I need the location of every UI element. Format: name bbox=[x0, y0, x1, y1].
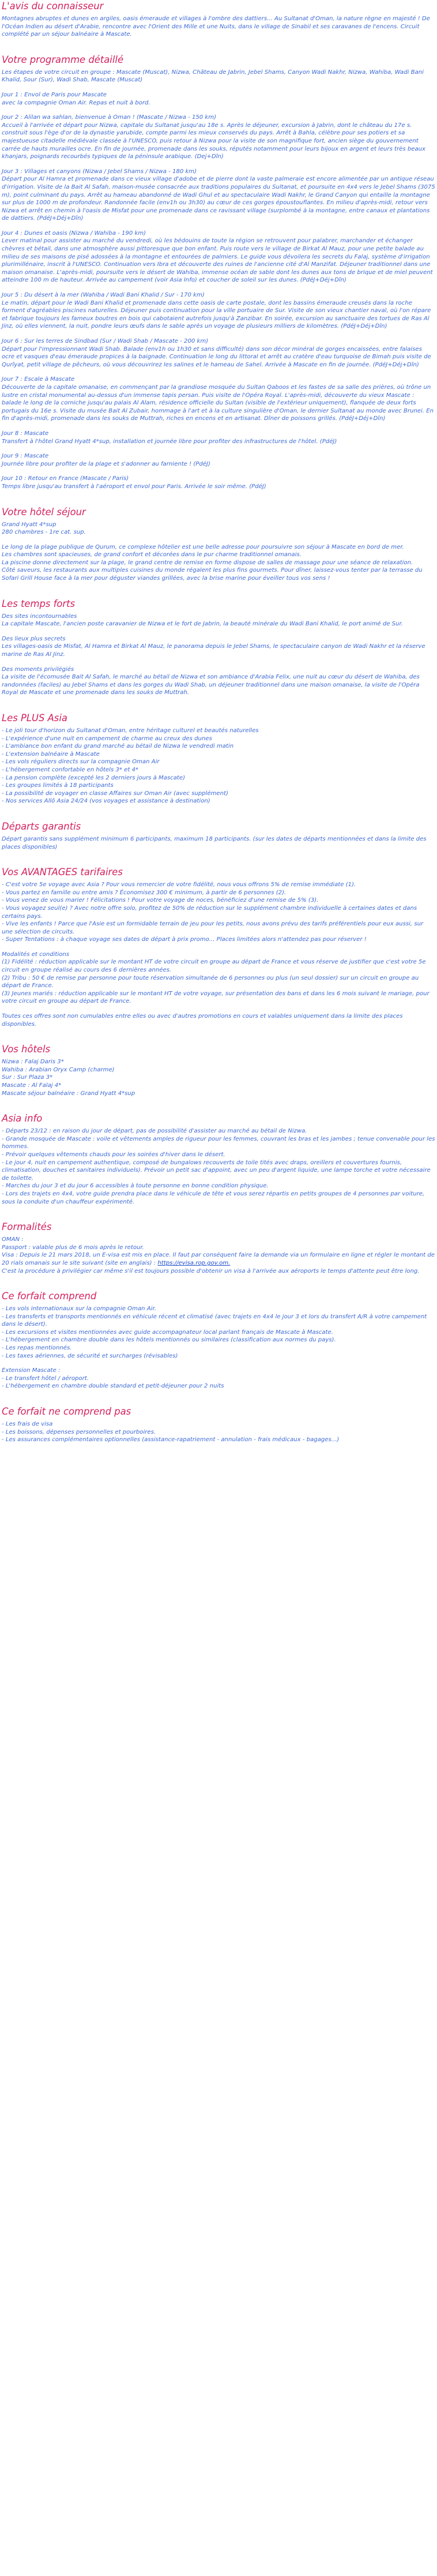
section-paragraph: Jour 1 : Envol de Paris pour Mascate avec la compagnie Oman Air. Repas et nuit à bord. bbox=[2, 91, 150, 106]
section-paragraph: - Départs 23/12 : en raison du jour de départ, pas de possibilité d'assister au marché au bétail de Nizwa. - Grande mosquée de Mascate : voile et vêtements amples de rigueur pour les femmes, couvrant les bras et les jambes ; tenue convenable pour les hommes. - Prévoir quelques vêtements chauds pour les soirées d'hiver dans le désert. - Le jour 4, nuit en campement authentique, composé de bungalows recouverts de toile tités avec draps, oreillers et couvertures fournis, climatisation, douches et sanitaires individuels). Prévoir un petit sac d'appoint, avec un peu d'argent liquide, une lampe torche et votre nécessaire de toilette. - Marches du jour 3 et du jour 6 accessibles à toute personne en bonne condition physique. - Lors des trajets en 4x4, votre guide prendra place dans le véhicule de tête et vous serez répartis en petits groupes de 4 personnes par voiture, sous la conduite d'un chauffeur expérimenté. bbox=[2, 1128, 435, 1205]
section-title: Départs garantis bbox=[2, 820, 81, 832]
section-title: Vos hôtels bbox=[2, 1044, 51, 1055]
section-paragraph: Grand Hyatt 4*sup 280 chambres - 1re cat. sup. bbox=[2, 521, 86, 536]
section-l-avis-du-connaisseur bbox=[2, 0, 435, 39]
section-paragraph: - Les frais de visa - Les boissons, dépenses personnelles et pourboires. - Les assurances complémentaires optionnelles (assistance-rapatriement - annulation - frais médicaux - bagages...) bbox=[2, 1421, 340, 1443]
section-paragraph: - Le joli tour d'horizon du Sultanat d'Oman, entre héritage culturel et beautés naturelles - L'expérience d'une nuit en campement de charme au creux des dunes - L'ambiance bon enfant du grand marché au bétail de Nizwa le vendredi matin - L'extension balnéaire à Mascate - Les vols réguliers directs sur la compagnie Oman Air - L'hébergement confortable en hôtels 3* et 4* - La pension complète (excepté les 2 derniers jours à Mascate) - Les groupes limités à 18 participants - La possibilité de voyager en classe Affaires sur Oman Air (avec supplément) - Nos services Allô Asia 24/24 (vos voyages et assistance à destination) bbox=[2, 728, 259, 805]
section-paragraph: Des moments privilégiés La visite de l'écomusée Bait Al Safah, le marché au bétail de Nizwa et son ambiance d'Arabia Felix, une nuit au cœur du désert de Wahiba, des randonnées (faciles) au Jebel Shams et dans les gorges du Wadi Shab, un déjeuner traditionnel dans une maison omanaise, la visite de l'Opéra Royal de Mascate et une promenade dans les souks de Muttrah. bbox=[2, 666, 420, 696]
section-title: Vos AVANTAGES tarifaires bbox=[2, 867, 123, 878]
section-departs-garantis bbox=[2, 820, 435, 851]
section-paragraph: Toutes ces offres sont non cumulables entre elles ou avec d'autres promotions en cours et valables uniquement dans la limite des places disponibles. bbox=[2, 1013, 403, 1028]
section-paragraph: Jour 2 : Alilan wa sahlan, bienvenue à Oman ! (Mascate / Nizwa - 150 km) Accueil à l'arrivée et départ pour Nizwa, capitale du Sultanat jusqu'au 18e s. Après le déjeuner, excursion à Jabrin, dont le château du 17e s. construit sous l'ège d'or de la dynastie yarubide, compte parmi les mieux conservés du pays. Arrêt à Bahla, célèbre pour ses potiers et sa majestueuse citadelle médiévale classée à l'UNESCO, puis retour à Nizwa pour la visite de son magnifique fort, ancien siège du gouvernement carrée de hauts murailles ocre. En fin de journée, promenade dans les souks, réputés notamment pour leurs bijoux en argent et leurs très beaux khanjars, poignards recourbés typiques de la péninsule arabique. (Dej+Dîn) bbox=[2, 114, 426, 160]
section-paragraph: Jour 3 : Villages et canyons (Nizwa / Jebel Shams / Nizwa - 180 km) Départ pour Al Hamra et promenade dans ce vieux village d'adobe et de pierre dont la vaste palmeraie est encore alimentée par un antique réseau d'irrigation. Visite de la Bait Al Safah, maison-musée consacrée aux traditions populaires du Sultanat, et poursuite en 4x4 vers le Jebel Shams (3075 m), point culminant du pays. Arrêt au hameau abandonné de Wadi Ghul et au spectaculaire Wadi Nakhr, le Grand Canyon qui entaille la montagne sur plus de 1000 m de profondeur. Randonnée facile (env1h ou 3h30) au cœur de ces gorges époustouflantes. En milieu d'après-midi, retour vers Nizwa et arrêt en chemin à l'oasis de Misfat pour une promenade dans ce ravissant village (surplombé à la montagne, entre canaux et plantations de dattiers. (PdéJ+Déj+Dîn) bbox=[2, 168, 435, 222]
section-paragraph: Jour 4 : Dunes et oasis (Nizwa / Wahiba - 190 km) Lever matinal pour assister au marché du vendredi, où les bédouins de toute la région se retrouvent pour palabrer, marchander et échanger chèvres et bétail, dans une atmosphère aussi pittoresque que bon enfant. Puis route vers le village de Birkat Al Mauz, pour une petite balade au milieu de ses maisons de pisé adossées à la montagne et entourées de palmiers. Le guide vous dévoilera les secrets du Falaj, système d'irrigation plurimillénaire, inscrit à l'UNESCO. Continuation vers Ibra et découverte des ruines de l'ancienne cité d'Al Manzifat. Déjeuner traditionnel dans une maison omanaise. L'après-midi, poursuite vers le désert de Wahiba, immense océan de sable dont les dunes aux tons de brique et de miel peuvent atteindre 100 m de hauteur. Arrivée au campement (voir Asia Info) et coucher de soleil sur les dunes. (PdéJ+Déj+Dîn) bbox=[2, 230, 433, 284]
section-paragraph bbox=[2, 1236, 435, 1275]
evisa-link[interactable]: https://evisa.rop.gov.om. bbox=[157, 1259, 231, 1266]
section-paragraph: Jour 10 : Retour en France (Mascate / Paris) Temps libre jusqu'au transfert à l'aéroport et envol pour Paris. Arrivée le soir même. (PdéJ) bbox=[2, 475, 266, 490]
section-paragraph: Jour 7 : Escale à Mascate Découverte de la capitale omanaise, en commençant par la grandiose mosquée du Sultan Qaboos et les fastes de sa salle des prières, où trône un lustre en cristal monumental au-dessus d'un immense tapis persan. Puis visite de l'Opéra Royal. L'après-midi, découverte du vieux Mascate : balade le long de la corniche jusqu'au palais Al Alam, résidence officielle du Sultan (visible de l'extérieur uniquement), flanquée de deux forts portugais du 16e s. Visite du musée Bait Al Zubair, hommage à l'art et à la culture singulière d'Oman, le dernier Sultanat au monde avec Brunei. En fin d'après-midi, promenade dans les souks de Muttrah, riches en encens et en artisanat. Dîner de poissons grillés. (PdéJ+Déj+Dîn) bbox=[2, 376, 434, 422]
section-paragraph: - Les vols internationaux sur la compagnie Oman Air. - Les transferts et transports mentionnés en véhicule récent et climatisé (avec trajets en 4x4 le jour 3 et lors du transfert A/R à votre campement dans le désert). - Les excursions et visites mentionnées avec guide accompagnateur local parlant français de Mascate à Mascate. - L'hébergement en chambre double dans les hôtels mentionnés ou similaires (classification aux normes du pays). - Les repas mentionnés. - Les taxes aériennes, de sécurité et surcharges (révisables) bbox=[2, 1306, 427, 1359]
section-paragraph: Nizwa : Falaj Daris 3* Wahiba : Arabian Oryx Camp (charme) Sur : Sur Plaza 3* Mascate : Al Falaj 4* Mascate séjour balnéaire : Grand Hyatt 4*sup bbox=[2, 1059, 135, 1097]
section-title: Asia info bbox=[2, 1113, 43, 1124]
section-paragraph: Jour 6 : Sur les terres de Sindbad (Sur / Wadi Shab / Mascate - 200 km) Départ pour l'impressionnant Wadi Shab. Balade (env1h ou 1h30 et sans difficulté) dans son décor minéral de gorges encaissées, entre falaises ocre et vasques d'eau émeraude propices à la baignade. Continuation le long du littoral et arrêt au cratère d'eau turquoise de Bimah puis visite de Qurîyat, petit village de pêcheurs, où vous découvrirez les salines et le hameau de Sahel. Arrivée à Mascate en fin de journée. (PdéJ+Déj+Dîn) bbox=[2, 338, 431, 368]
section-paragraph: Des sites incontournables La capitale Mascate, l'ancien poste caravanier de Nizwa et le fort de Jabrin, la beauté minérale du Wadi Bani Khalid, le port animé de Sur. bbox=[2, 613, 403, 628]
section-title: Les temps forts bbox=[2, 598, 76, 609]
section-paragraph: Extension Mascate : - Le transfert hôtel / aéroport. - L'hébergement en chambre double standard et petit-déjeuner pour 2 nuits bbox=[2, 1367, 224, 1390]
section-les-temps-forts bbox=[2, 598, 435, 697]
section-paragraph: Les étapes de votre circuit en groupe : Mascate (Muscat), Nizwa, Château de Jabrin, Jebel Shams, Canyon Wadi Nakhr, Nizwa, Wahiba, Wadi Bani Khalid, Sour (Sur), Wadi Shab, Mascate (Muscat) bbox=[2, 69, 424, 84]
section-paragraph: - C'est votre 5e voyage avec Asia ? Pour vous remercier de votre fidélité, nous vous offrons 5% de remise immédiate (1). - Vous partez en famille ou entre amis ? Économisez 300 € minimum, à partir de 6 personnes (2). - Vous venez de vous marier ! Félicitations ! Pour votre voyage de noces, bénéficiez d'une remise de 5% (3). - Vous voyagez seul(e) ? Avec notre offre solo, profitez de 50% de réduction sur le supplément chambre individuelle à certaines dates et dans certains pays. - Vive les enfants ! Parce que l'Asie est un formidable terrain de jeu pour les petits, nous avons prévu des tarifs préférentiels pour eux aussi, sur une sélection de circuits. - Super Tentations : à chaque voyage ses dates de départ à prix promo... Places limitées alors n'attendez pas pour réserver ! bbox=[2, 882, 424, 943]
section-paragraph: Jour 9 : Mascate Journée libre pour profiter de la plage et s'adonner au farniente ! (PdéJ) bbox=[2, 453, 210, 467]
section-paragraph: Départ garantis sans supplément minimum 6 participants, maximum 18 participants. (sur les dates de départs mentionnées et dans la limite des places disponibles) bbox=[2, 835, 427, 850]
section-title: Votre hôtel séjour bbox=[2, 506, 86, 518]
section-vos-hotels bbox=[2, 1043, 435, 1097]
section-asia-info bbox=[2, 1112, 435, 1206]
section-les-plus-asia bbox=[2, 712, 435, 805]
section-title: Formalités bbox=[2, 1221, 52, 1233]
section-title: L'avis du connaisseur bbox=[2, 1, 104, 12]
section-paragraph: Jour 8 : Mascate Transfert à l'hôtel Grand Hyatt 4*sup, installation et journée libre pour profiter des infrastructures de l'hôtel. (PdéJ) bbox=[2, 430, 337, 445]
section-paragraph: Jour 5 : Du désert à la mer (Wahiba / Wadi Bani Khalid / Sur - 170 km) Le matin, départ pour le Wadi Bani Khalid et promenade dans cette oasis de carte postale, dont les bassins émeraude creusés dans la roche forment d'agréables piscines naturelles. Déjeuner puis continuation pour la ville portuaire de Sur. Visite de son vieux chantier naval, où l'on répare et fabrique toujours les fameux boutres en bois qui cabotaient autrefois jusqu'à Zanzibar. En soirée, excursion au sanctuaire des tortues de Ras Al Jinz, où elles viennent, la nuit, pondre leurs œufs dans le sable après un voyage de plusieurs milliers de kilomètres. (PdéJ+Déj+Dîn) bbox=[2, 292, 431, 330]
section-title: Les PLUS Asia bbox=[2, 713, 67, 723]
paragraph-text: OMAN : Passport : valable plus de 6 mois après le retour. Visa : Depuis le 21 mars 2018, un E-visa est mis en place. Il faut par conséquent faire la demande via un formulaire en ligne et régler le montant de 20 rials omanais sur le site suivant (site en anglais) : bbox=[2, 1236, 435, 1266]
section-ce-forfait-comprend bbox=[2, 1290, 435, 1390]
section-ce-forfait-ne-comprend-pas bbox=[2, 1405, 435, 1444]
section-title: Votre programme détaillé bbox=[2, 54, 124, 65]
section-vos-avantages-tarifaires bbox=[2, 866, 435, 1028]
section-formalites bbox=[2, 1221, 435, 1275]
section-paragraph: Montagnes abruptes et dunes en argiles, oasis émeraude et villages à l'ombre des dattiers... Au Sultanat d'Oman, la nature règne en majesté ! De l'Océan Indien au désert d'Arabie, rencontre avec l'Orient des Mille et une Nuits, dans le village de Sinabil et ses caravanes de l'encens. Circuit complété par un séjour balnéaire à Mascate. bbox=[2, 16, 430, 38]
paragraph-text: C'est la procédure à privilégier car même s'il est toujours possible d'obtenir un visa à l'arrivée aux aéroports le temps d'attente peut être long. bbox=[2, 1268, 420, 1274]
section-paragraph: Le long de la plage publique de Qurum, ce complexe hôtelier est une belle adresse pour poursuivre son séjour à Mascate en bord de mer. Les chambres sont spacieuses, de grand confort et décorées dans le pur charme traditionnel omanais. La piscine donne directement sur la plage, le grand centre de remise en forme dispose de salles de massage pour une séance de relaxation. Côté saveurs, les restaurants aux multiples cuisines du monde régalent les plus fins gourmets. Pour dîner, laissez-vous tenter par la terrasse du Sofari Grill House face à la mer pour déguster viandes grillées, avec la brise marine pour éveiller tous vos sens ! bbox=[2, 543, 423, 582]
section-title: Ce forfait ne comprend pas bbox=[2, 1406, 131, 1418]
section-paragraph: Modalités et conditions (1) Fidélité : réduction applicable sur le montant HT de votre circuit en groupe au départ de France et vous réserve de justifier que c'est votre 5e circuit en groupe réalisé au cours des 6 dernières années. (2) Tribu : 50 € de remise par personne pour toute réservation simultanée de 6 personnes ou plus (un seul dossier) sur un circuit en groupe au départ de France. (3) Jeunes mariés : réduction applicable sur le montant HT de votre voyage, sur présentation des bans et dans les 6 mois suivant le mariage, pour votre circuit en groupe au départ de France. bbox=[2, 951, 430, 1005]
section-paragraph: Des lieux plus secrets Les villages-oasis de Misfat, Al Hamra et Birkat Al Mauz, le panorama depuis le Jebel Shams, le spectaculaire canyon de Wadi Nakhr et la réserve marine de Ras Al Jinz. bbox=[2, 635, 425, 658]
section-title: Ce forfait comprend bbox=[2, 1291, 97, 1302]
section-votre-programme-detaille bbox=[2, 54, 435, 491]
section-votre-hotel-sejour bbox=[2, 506, 435, 583]
